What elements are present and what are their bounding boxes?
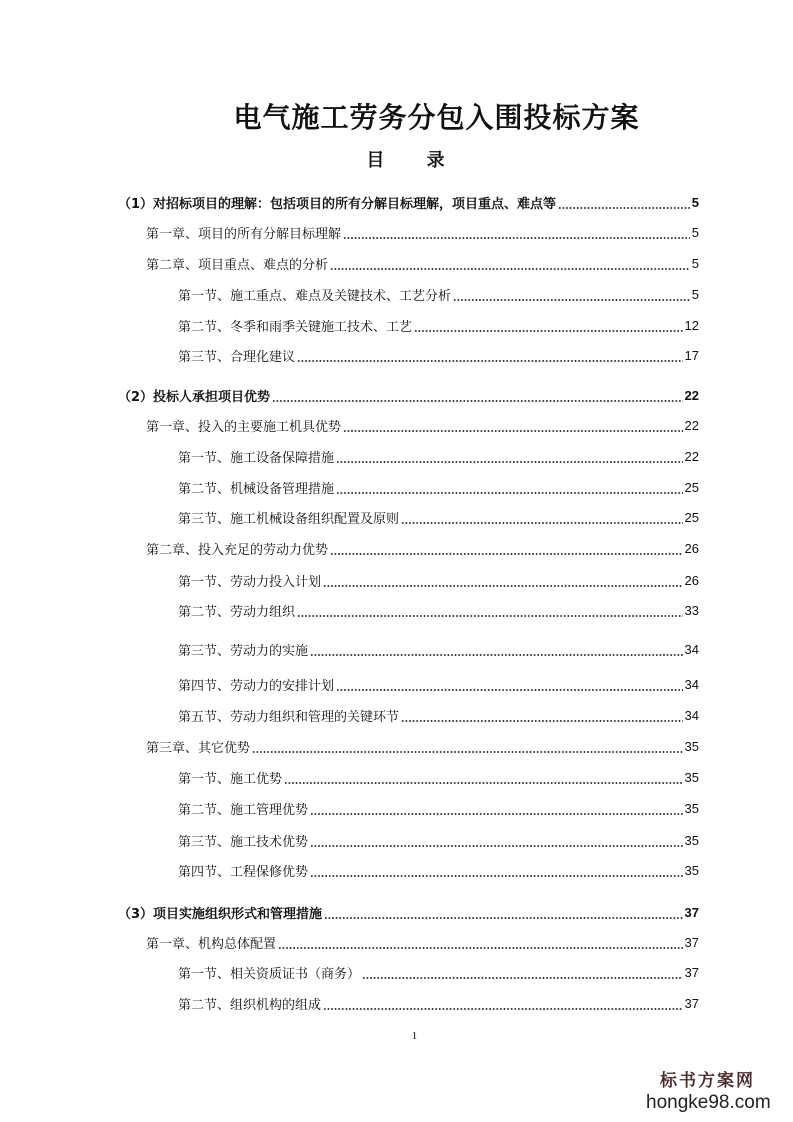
toc-entry-label: 第二章、投入充足的劳动力优势 [146, 542, 329, 558]
toc-entry[interactable] [146, 220, 699, 244]
toc-entry[interactable] [118, 900, 699, 924]
toc-leader-dots [310, 654, 683, 656]
toc-leader-dots [414, 330, 683, 332]
toc-entry-page: 35 [684, 832, 699, 848]
toc-entry[interactable] [178, 637, 699, 661]
toc-leader-dots [343, 430, 683, 432]
toc-leader-dots [310, 845, 683, 847]
toc-leader-dots [401, 720, 683, 722]
toc-entry[interactable] [146, 734, 699, 758]
toc-entry[interactable] [178, 703, 699, 727]
toc-entry-label: 第二章、项目重点、难点的分析 [146, 257, 329, 273]
toc-leader-dots [297, 360, 683, 362]
toc-entry-label: 第一节、劳动力投入计划 [178, 574, 322, 590]
toc-entry-page: 5 [691, 224, 699, 240]
toc-entry-page: 5 [691, 255, 699, 271]
toc-leader-dots [336, 492, 683, 494]
toc-entry[interactable] [178, 991, 699, 1015]
toc-entry-page: 5 [691, 194, 699, 210]
toc-entry-label: 第三章、其它优势 [146, 740, 251, 756]
toc-entry[interactable] [178, 796, 699, 820]
watermark-site-name: 标书方案网 [660, 1071, 755, 1091]
toc-entry-label: 第一章、投入的主要施工机具优势 [146, 419, 342, 435]
toc-entry-page: 37 [684, 934, 699, 950]
toc-entry-page: 34 [684, 676, 699, 692]
toc-entry-page: 26 [684, 540, 699, 556]
toc-entry-label: 第四节、工程保修优势 [178, 864, 309, 880]
toc-entry[interactable] [178, 828, 699, 852]
toc-entry-label: （3）项目实施组织形式和管理措施 [118, 906, 323, 922]
toc-entry[interactable] [146, 251, 699, 275]
toc-entry-page: 34 [684, 707, 699, 723]
watermark-url: hongke98.com [646, 1092, 771, 1113]
toc-leader-dots [323, 585, 683, 587]
toc-entry-label: 第一节、施工优势 [178, 771, 283, 787]
toc-entry-label: 第三节、劳动力的实施 [178, 643, 309, 659]
toc-entry-page: 35 [684, 738, 699, 754]
toc-entry-label: 第三节、施工技术优势 [178, 834, 309, 850]
toc-entry-label: 第一节、施工设备保障措施 [178, 450, 335, 466]
toc-entry-page: 12 [684, 317, 699, 333]
toc-entry-label: 第二节、冬季和雨季关键施工技术、工艺 [178, 319, 413, 335]
toc-leader-dots [453, 299, 690, 301]
toc-leader-dots [336, 461, 683, 463]
toc-leader-dots [330, 553, 683, 555]
toc-entry[interactable] [118, 190, 699, 214]
toc-entry[interactable] [178, 765, 699, 789]
toc-entry-page: 37 [684, 904, 699, 920]
toc-leader-dots [252, 751, 683, 753]
toc-entry-page: 22 [684, 448, 699, 464]
toc-leader-dots [330, 268, 690, 270]
toc-entry-label: 第二节、组织机构的组成 [178, 997, 322, 1013]
toc-entry-page: 35 [684, 769, 699, 785]
toc-leader-dots [558, 207, 690, 209]
toc-entry[interactable] [146, 413, 699, 437]
toc-entry[interactable] [178, 858, 699, 882]
toc-leader-dots [310, 813, 683, 815]
toc-entry-label: 第一章、项目的所有分解目标理解 [146, 226, 342, 242]
toc-entry-page: 37 [684, 964, 699, 980]
toc-entry-page: 17 [684, 347, 699, 363]
toc-entry[interactable] [178, 568, 699, 592]
toc-leader-dots [401, 522, 683, 524]
toc-leader-dots [310, 875, 683, 877]
toc-leader-dots [362, 977, 683, 979]
toc-entry-page: 35 [684, 800, 699, 816]
toc-leader-dots [297, 615, 683, 617]
toc-entry[interactable] [118, 383, 699, 407]
toc-entry[interactable] [178, 505, 699, 529]
toc-entry-page: 5 [691, 286, 699, 302]
toc-entry-page: 34 [684, 641, 699, 657]
toc-entry[interactable] [178, 444, 699, 468]
toc-entry-label: 第一章、机构总体配置 [146, 936, 277, 952]
toc-entry-label: 第三节、合理化建议 [178, 349, 296, 365]
toc-entry-page: 22 [684, 387, 699, 403]
toc-leader-dots [324, 917, 682, 919]
toc-entry[interactable] [178, 282, 699, 306]
toc-entry-label: （1）对招标项目的理解：包括项目的所有分解目标理解，项目重点、难点等 [118, 196, 557, 212]
toc-entry-label: 第二节、劳动力组织 [178, 604, 296, 620]
toc-entry-label: 第一节、施工重点、难点及关键技术、工艺分析 [178, 288, 452, 304]
toc-entry-page: 26 [684, 572, 699, 588]
document-title: 电气施工劳务分包入围投标方案 [233, 101, 640, 134]
toc-leader-dots [336, 689, 683, 691]
toc-entry-label: 第四节、劳动力的安排计划 [178, 678, 335, 694]
toc-entry-label: 第二节、机械设备管理措施 [178, 481, 335, 497]
toc-entry[interactable] [178, 475, 699, 499]
toc-entry-label: 第一节、相关资质证书（商务） [178, 966, 361, 982]
toc-entry-page: 25 [684, 509, 699, 525]
toc-leader-dots [278, 947, 683, 949]
toc-entry-page: 25 [684, 479, 699, 495]
toc-leader-dots [343, 237, 690, 239]
toc-entry[interactable] [146, 930, 699, 954]
toc-entry-label: 第五节、劳动力组织和管理的关键环节 [178, 709, 400, 725]
toc-entry-label: 第二节、施工管理优势 [178, 802, 309, 818]
toc-leader-dots [272, 400, 682, 402]
page-number: 1 [411, 1030, 418, 1042]
toc-entry-label: 第三节、施工机械设备组织配置及原则 [178, 511, 400, 527]
toc-leader-dots [323, 1008, 683, 1010]
toc-entry-page: 22 [684, 417, 699, 433]
toc-entry-label: （2）投标人承担项目优势 [118, 389, 271, 405]
toc-entry[interactable] [178, 598, 699, 622]
toc-heading: 目 录 [366, 150, 463, 171]
toc-entry-page: 33 [684, 602, 699, 618]
toc-entry[interactable] [178, 960, 699, 984]
toc-entry[interactable] [178, 343, 699, 367]
toc-entry-page: 37 [684, 995, 699, 1011]
toc-entry-page: 35 [684, 862, 699, 878]
toc-entry[interactable] [146, 536, 699, 560]
toc-entry[interactable] [178, 313, 699, 337]
toc-leader-dots [284, 782, 683, 784]
toc-entry[interactable] [178, 672, 699, 696]
